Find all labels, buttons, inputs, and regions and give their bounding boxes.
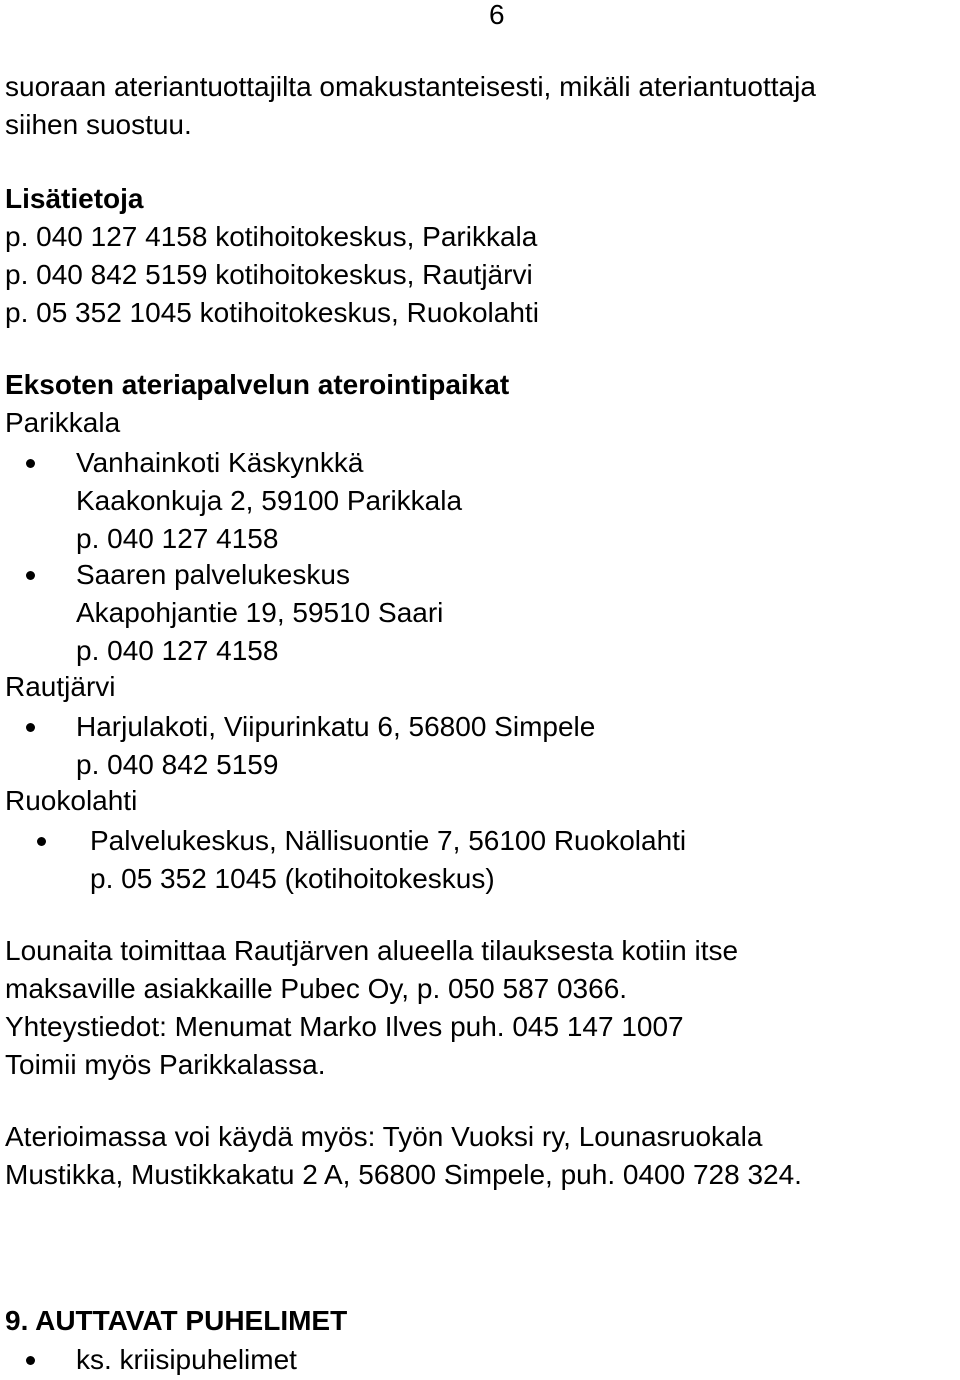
location-name: Saaren palvelukeskus (76, 559, 350, 590)
lisatietoja-section (5, 180, 539, 332)
aterioimassa-line: Aterioimassa voi käydä myös: Työn Vuoksi ry, Lounasruokala (5, 1121, 763, 1152)
location-name: Harjulakoti, Viipurinkatu 6, 56800 Simpele (76, 711, 596, 742)
page-number: 6 (489, 0, 505, 30)
location-item (76, 708, 595, 784)
location-name: Vanhainkoti Käskynkkä (76, 447, 364, 478)
location-phone: p. 040 842 5159 (76, 749, 279, 780)
intro-line: suoraan ateriantuottajilta omakustanteisesti, mikäli ateriantuottaja (5, 71, 816, 102)
lisatietoja-heading: Lisätietoja (5, 183, 144, 214)
bullet-icon (37, 837, 46, 846)
aterioimassa-line: Mustikka, Mustikkakatu 2 A, 56800 Simpele, puh. 0400 728 324. (5, 1159, 802, 1190)
section9-heading: 9. AUTTAVAT PUHELIMET (5, 1305, 348, 1336)
location-phone: p. 040 127 4158 (76, 523, 279, 554)
bullet-icon (26, 723, 35, 732)
intro-paragraph (5, 68, 816, 144)
region-ruokolahti-label: Ruokolahti (5, 785, 138, 816)
location-item (76, 444, 462, 558)
lounas-line: Toimii myös Parikkalassa. (5, 1049, 326, 1080)
location-name: Palvelukeskus, Nällisuontie 7, 56100 Ruokolahti (90, 825, 687, 856)
contact-line: p. 040 842 5159 kotihoitokeskus, Rautjärvi (5, 259, 533, 290)
location-item (76, 556, 443, 670)
contact-line: p. 040 127 4158 kotihoitokeskus, Parikkala (5, 221, 538, 252)
location-phone: p. 040 127 4158 (76, 635, 279, 666)
region-rautjarvi-label: Rautjärvi (5, 671, 116, 702)
contact-line: p. 05 352 1045 kotihoitokeskus, Ruokolahti (5, 297, 539, 328)
location-phone: p. 05 352 1045 (kotihoitokeskus) (90, 863, 495, 894)
lounas-line: Yhteystiedot: Menumat Marko Ilves puh. 045 147 1007 (5, 1011, 684, 1042)
bullet-icon (26, 1356, 35, 1365)
location-address: Kaakonkuja 2, 59100 Parikkala (76, 485, 463, 516)
lounas-line: Lounaita toimittaa Rautjärven alueella tilauksesta kotiin itse (5, 935, 739, 966)
location-address: Akapohjantie 19, 59510 Saari (76, 597, 444, 628)
location-item (90, 822, 686, 898)
bullet-icon (26, 459, 35, 468)
locations-heading: Eksoten ateriapalvelun aterointipaikat (5, 369, 510, 400)
section9-item: ks. kriisipuhelimet (76, 1344, 297, 1375)
region-parikkala-label: Parikkala (5, 407, 121, 438)
lounas-paragraph (5, 932, 738, 1084)
aterioimassa-paragraph (5, 1118, 802, 1194)
lounas-line: maksaville asiakkaille Pubec Oy, p. 050 587 0366. (5, 973, 628, 1004)
intro-line: siihen suostuu. (5, 109, 192, 140)
bullet-icon (26, 571, 35, 580)
